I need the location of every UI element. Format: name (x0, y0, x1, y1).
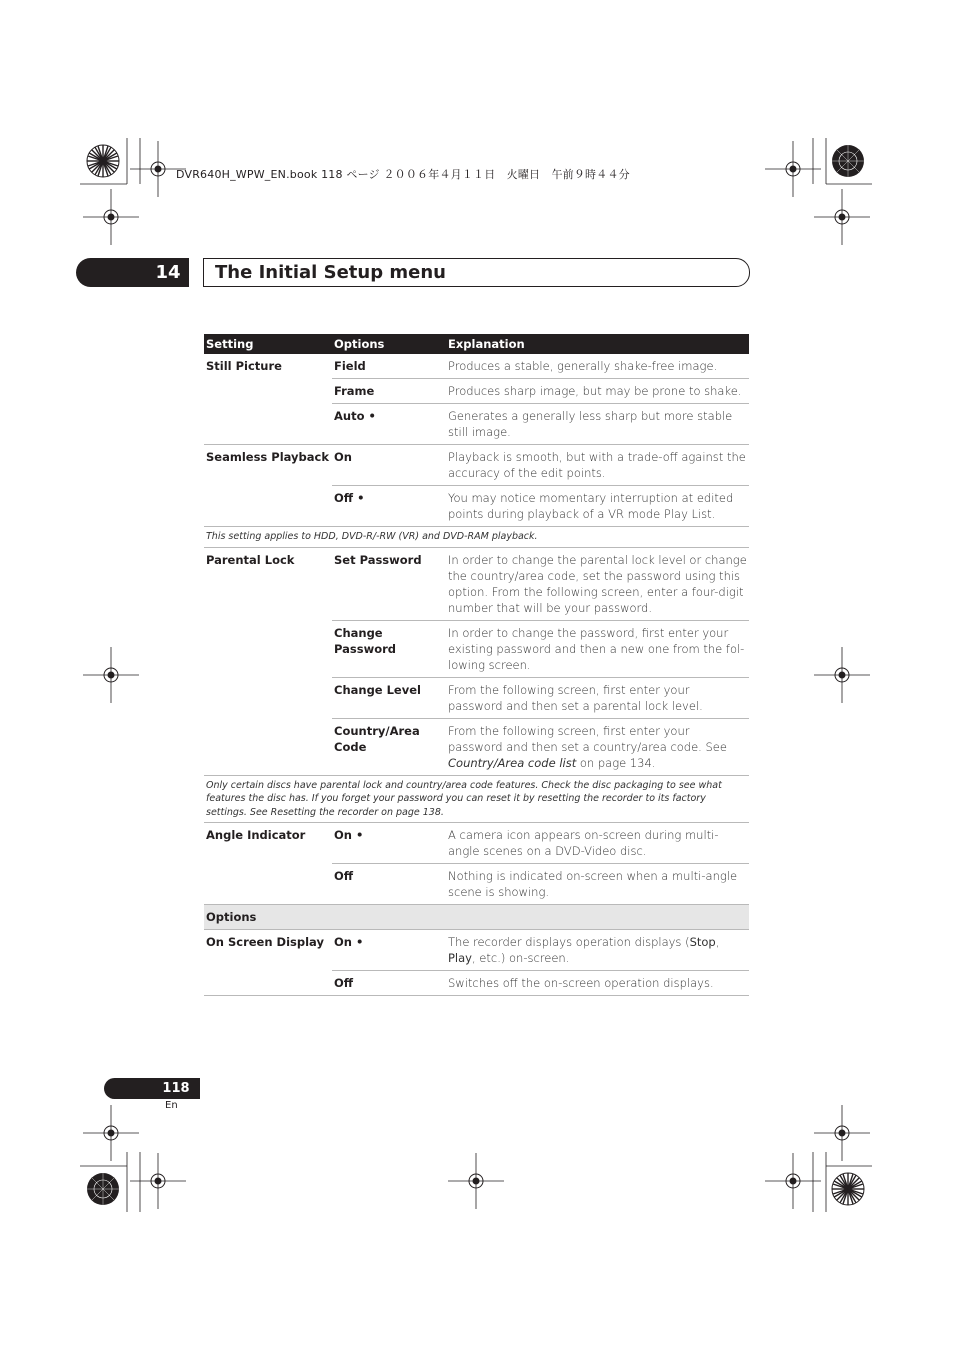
table-row (204, 547, 749, 620)
table-row (204, 718, 749, 775)
chapter-number: 14 (155, 262, 181, 283)
option-name: Set Password (332, 547, 446, 620)
option-name: On • (332, 930, 446, 971)
option-explanation: Generates a generally less sharp but more stable still image. (446, 404, 749, 445)
option-explanation: From the following screen, first enter your password and then set a country/area code. See Country/Area code list on page 134. (446, 718, 749, 775)
option-name: On (332, 445, 446, 486)
option-explanation: From the following screen, first enter your password and then set a parental lock level. (446, 677, 749, 718)
table-row (204, 354, 749, 379)
table-note (204, 527, 749, 548)
header-explanation: Explanation (446, 334, 749, 354)
section-title: Options (204, 905, 749, 930)
option-name: On • (332, 823, 446, 864)
table-row (204, 677, 749, 718)
option-name: Change Level (332, 677, 446, 718)
table-row (204, 379, 749, 404)
option-name: Field (332, 354, 446, 379)
table-row (204, 445, 749, 486)
note-text: This setting applies to HDD, DVD-R/-RW (VR) and DVD-RAM playback. (204, 527, 749, 548)
table-note (204, 775, 749, 823)
page-number: 118 (162, 1081, 190, 1096)
setting-name: On Screen Display (206, 935, 324, 949)
option-name: Off • (332, 486, 446, 527)
table-row (204, 620, 749, 677)
option-explanation: Produces a stable, generally shake-free image. (446, 354, 749, 379)
option-name: Off (332, 971, 446, 996)
cross-reference: Country/Area code list (448, 755, 577, 770)
table-row (204, 971, 749, 996)
chapter-title: The Initial Setup menu (215, 262, 446, 283)
page-language: En (165, 1100, 178, 1111)
option-explanation: In order to change the parental lock level or change the country/area code, set the password using this option. From the following screen, enter a four-digit number that will be your password. (446, 547, 749, 620)
section-row (204, 905, 749, 930)
option-name: Off (332, 864, 446, 905)
option-name: Frame (332, 379, 446, 404)
option-explanation: In order to change the password, first enter your existing password and then a new one from the fol-lowing screen. (446, 620, 749, 677)
option-explanation: The recorder displays operation displays (Stop, Play, etc.) on-screen. (446, 930, 749, 971)
table-row (204, 486, 749, 527)
print-info: DVR640H_WPW_EN.book 118 ページ ２００６年４月１１日 火曜日 午前９時４４分 (176, 168, 630, 181)
setting-name: Angle Indicator (206, 828, 306, 842)
setting-name: Parental Lock (206, 552, 295, 567)
table-row (204, 864, 749, 905)
option-explanation: Produces sharp image, but may be prone to shake. (446, 379, 749, 404)
header-setting: Setting (204, 334, 332, 354)
table-header (204, 334, 749, 354)
option-name: Auto • (332, 404, 446, 445)
option-name: Country/Area Code (332, 718, 446, 775)
settings-table (204, 334, 749, 996)
option-explanation: Switches off the on-screen operation displays. (446, 971, 749, 996)
option-explanation: Nothing is indicated on-screen when a multi-angle scene is showing. (446, 864, 749, 905)
option-explanation: A camera icon appears on-screen during multi-angle scenes on a DVD-Video disc. (446, 823, 749, 864)
note-text: Only certain discs have parental lock and country/area code features. Check the disc packaging to see what features the disc has. If you forget your password you can reset it by resetting the recorder to its factory settings. See Resetting the recorder on page 138. (204, 775, 749, 823)
header-options: Options (332, 334, 446, 354)
table-row (204, 823, 749, 864)
setting-name: Seamless Playback (206, 450, 329, 464)
table-row (204, 404, 749, 445)
option-explanation: You may notice momentary interruption at edited points during playback of a VR mode Play List. (446, 486, 749, 527)
table-row (204, 930, 749, 971)
option-explanation: Playback is smooth, but with a trade-off against the accuracy of the edit points. (446, 445, 749, 486)
option-name: Change Password (332, 620, 446, 677)
setting-name: Still Picture (206, 359, 282, 373)
